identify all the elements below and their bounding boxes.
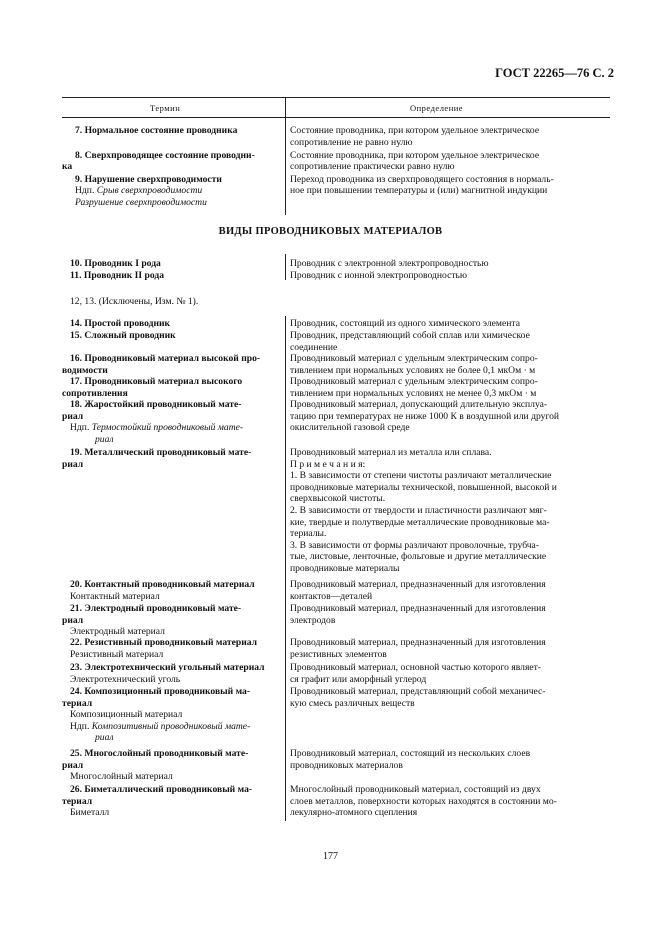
term-line: 17. Проводниковый материал высокого — [70, 376, 243, 387]
definition-line: тивлением при нормальных условиях не более 0,1 мкОм · м — [290, 364, 536, 376]
definition-8-line1: Состояние проводника, при котором удельное электрическое — [290, 150, 540, 161]
definition-line: тацию при температурах не ниже 1000 К в воздушной или другой — [290, 410, 560, 422]
term-line: риал — [62, 458, 84, 470]
definition-line: окислительной газовой среде — [290, 422, 410, 434]
term-line: 25. Многослойный проводниковый мате- — [70, 748, 249, 759]
term-line: Электродный материал — [70, 626, 165, 638]
term-line: риал — [62, 614, 84, 626]
definition-line: Многослойный проводниковый материал, состоящий из двух — [290, 784, 541, 795]
definition-line: ся графит или аморфный углерод — [290, 673, 427, 685]
term-line: Ндп. Термостойкий проводниковый мате- — [70, 422, 244, 434]
term-line: риал — [62, 410, 84, 422]
definition-line: Проводник, состоящий из одного химического элемента — [290, 318, 520, 329]
term-line: Резистивный материал — [70, 648, 164, 660]
term-line: Электротехнический уголь — [70, 673, 181, 685]
term-line: 21. Электродный проводниковый мате- — [70, 603, 242, 614]
definition-line: лекулярно-атомного сцепления — [290, 807, 418, 819]
term-line: риал — [62, 759, 84, 771]
term-line: 18. Жаростойкий проводниковый мате- — [70, 399, 242, 410]
definition-line: кие, твердые и полутвердые металлические проводниковые ма- — [290, 516, 550, 528]
term-line: 20. Контактный проводниковый материал — [70, 579, 255, 590]
definition-line: Проводниковый материал, предназначенный для изготовления — [290, 579, 546, 590]
definition-line: П р и м е ч а н и я: — [290, 458, 366, 470]
definition-line: 1. В зависимости от степени чистоты различают металлические — [290, 470, 552, 482]
excluded-note: 12, 13. (Исключены, Изм. № 1). — [70, 296, 199, 307]
definition-line: тые, листовые, ленточные, фольговые и другие металлические — [290, 551, 547, 563]
term-line: риал — [95, 433, 114, 445]
definition-line: 2. В зависимости от твердости и пластичности различают мяг- — [290, 505, 547, 516]
definition-line: Проводниковый материал с удельным электрическим сопро- — [290, 376, 538, 387]
definition-11: Проводник с ионной электропроводностью — [290, 270, 468, 281]
definition-10: Проводник с электронной электропроводностью — [290, 258, 489, 269]
definition-line: Проводниковый материал, предназначенный для изготовления — [290, 603, 546, 614]
definition-column-header: Определение — [410, 103, 464, 113]
term-line: 26. Биметаллический проводниковый ма- — [70, 784, 253, 795]
definition-line: проводниковых материалов — [290, 759, 403, 771]
term-9-ndp-2: Разрушение сверхпроводимости — [75, 197, 207, 208]
definition-line: Проводниковый материал, представляющий собой механичес- — [290, 686, 546, 697]
term-line: Ндп. Композитивный проводниковый мате- — [70, 720, 251, 732]
definition-line: Проводниковый материал с удельным электрическим сопро- — [290, 353, 538, 364]
document-header: ГОСТ 22265—76 С. 2 — [495, 66, 614, 80]
term-7: 7. Нормальное состояние проводника — [75, 125, 238, 136]
definition-line: Проводниковый материал, состоящий из нескольких слоев — [290, 748, 531, 759]
section-title: ВИДЫ ПРОВОДНИКОВЫХ МАТЕРИАЛОВ — [218, 226, 443, 237]
definition-8-line2: сопротивление практически равно нулю — [290, 161, 455, 172]
column-divider — [285, 97, 286, 215]
term-8-line2: ка — [62, 161, 73, 172]
term-line: 23. Электротехнический угольный материал — [70, 662, 265, 673]
term-line: сопротивления — [62, 387, 128, 399]
term-line: 24. Композиционный проводниковый ма- — [70, 686, 251, 697]
term-line: 22. Резистивный проводниковый материал — [70, 637, 258, 648]
definition-line: Проводниковый материал из металла или сплава. — [290, 447, 492, 458]
term-line: риал — [95, 732, 114, 744]
term-line: 19. Металлический проводниковый мате- — [70, 447, 252, 458]
term-line: териал — [62, 795, 93, 807]
term-line: Композиционный материал — [70, 709, 183, 721]
definition-line: Проводник, представляющий собой сплав или химическое — [290, 330, 530, 341]
term-9: 9. Нарушение сверхпроводимости — [75, 174, 222, 185]
term-column-header: Термин — [150, 103, 181, 113]
column-divider — [285, 254, 286, 280]
page-number: 177 — [323, 851, 338, 862]
term-line: Многослойный материал — [70, 771, 173, 783]
definition-line: Проводниковый материал, основной частью которого являет- — [290, 662, 542, 673]
term-line: 15. Сложный проводник — [70, 330, 176, 341]
term-10: 10. Проводник I рода — [70, 258, 161, 269]
term-8-line1: 8. Сверхпроводящее состояние проводни- — [75, 150, 255, 161]
term-line: 14. Простой проводник — [70, 318, 171, 329]
definition-line: соединение — [290, 341, 338, 353]
definition-line: проводниковые материалы — [290, 563, 400, 574]
definition-line: Проводниковый материал, предназначенный для изготовления — [290, 637, 546, 648]
term-9-ndp: Ндп. Срыв сверхпроводимости — [75, 185, 203, 196]
term-line: Биметалл — [70, 807, 110, 819]
term-line: териал — [62, 697, 93, 709]
definition-line: контактов—деталей — [290, 590, 373, 602]
definition-9-line2: ное при повышении температуры и (или) магнитной индукции — [290, 185, 548, 196]
definition-line: кую смесь различных веществ — [290, 697, 415, 709]
table-header-rule — [62, 117, 610, 118]
definition-line: 3. В зависимости от формы различают проволочные, трубча- — [290, 539, 540, 551]
definition-7-line1: Состояние проводника, при котором удельное электрическое — [290, 125, 540, 136]
definition-line: резистивных элементов — [290, 648, 387, 660]
definition-line: сверхвысокой чистоты. — [290, 493, 386, 505]
term-11: 11. Проводник II рода — [70, 270, 165, 281]
term-line: Контактный материал — [70, 590, 160, 602]
definition-line: тивлением при нормальных условиях не менее 0,3 мкОм · м — [290, 387, 537, 399]
term-line: 16. Проводниковый материал высокой про- — [70, 353, 261, 364]
definition-line: электродов — [290, 614, 336, 626]
definition-line: проводниковые материалы технической, повышенной, высокой и — [290, 481, 557, 493]
term-line: водимости — [62, 364, 108, 376]
definition-9-line1: Переход проводника из сверхпроводящего состояния в нормаль- — [290, 174, 554, 185]
column-divider — [285, 316, 286, 821]
table-top-rule — [62, 97, 610, 98]
definition-line: териалы. — [290, 528, 327, 540]
definition-line: слоев металлов, поверхности которых находятся в состоянии мо- — [290, 795, 557, 807]
definition-7-line2: сопротивление не равно нулю — [290, 137, 413, 148]
definition-line: Проводниковый материал, допускающий длительную эксплуа- — [290, 399, 548, 410]
